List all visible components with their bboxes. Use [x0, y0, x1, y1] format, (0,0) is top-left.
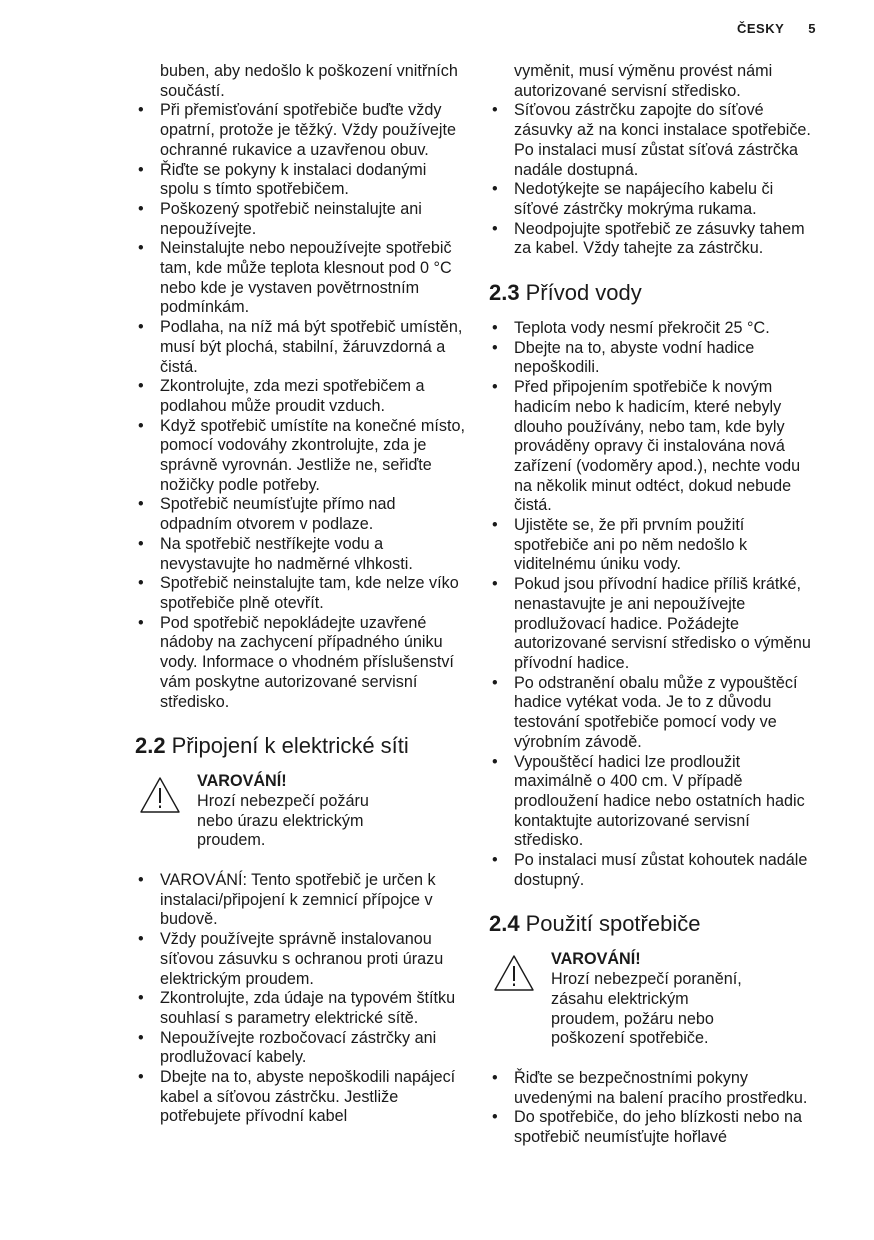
warning-box — [493, 950, 821, 1049]
list-item: • Neinstalujte nebo nepoužívejte spotřebič tam, kde může teplota klesnout pod 0 °C nebo kde je vystaven povětrnostním podmínkám. — [135, 239, 465, 318]
list-item: • Ujistěte se, že při prvním použití spotřebiče ani po něm nedošlo k viditelnému úniku vody. — [489, 516, 821, 575]
warning-text-block — [197, 772, 397, 851]
list-item: • Síťovou zástrčku zapojte do síťové zásuvky až na konci instalace spotřebiče. Po instalaci musí zůstat síťová zástrčka nadále dostupná. — [489, 101, 821, 180]
bullet-list — [135, 101, 465, 712]
list-item: • Po odstranění obalu může z vypouštěcí hadice vytékat voda. Je to z důvodu testování spotřebiče pomocí vody ve výrobním závodě. — [489, 674, 821, 753]
list-item: • Spotřebič neumísťujte přímo nad odpadním otvorem v podlaze. — [135, 495, 465, 534]
bullet-list — [489, 1069, 821, 1148]
continuation-text: vyměnit, musí výměnu provést námi autorizované servisní středisko. — [514, 62, 773, 100]
warning-triangle-icon — [139, 776, 181, 814]
section-heading-2-4 — [489, 911, 821, 937]
list-item: • Pod spotřebič nepokládejte uzavřené nádoby na zachycení případného úniku vody. Informace o vhodném příslušenství vám poskytne autorizované servisní středisko. — [135, 614, 465, 713]
section-number: 2.2 — [135, 733, 166, 759]
list-item: • Poškozený spotřebič neinstalujte ani nepoužívejte. — [135, 200, 465, 239]
warning-title: VAROVÁNÍ! — [197, 772, 287, 791]
warning-triangle-icon — [493, 954, 535, 992]
section-title: Připojení k elektrické síti — [171, 733, 409, 759]
list-item: • Vypouštěcí hadici lze prodloužit maximálně o 400 cm. V případě prodloužení hadice nebo ostatních hadic kontaktujte autorizované servisní středisko. — [489, 753, 821, 852]
warning-text: Hrozí nebezpečí poranění, zásahu elektrickým proudem, požáru nebo poškození spotřebiče. — [551, 970, 742, 1048]
list-item: • Nedotýkejte se napájecího kabelu či síťové zástrčky mokrýma rukama. — [489, 180, 821, 219]
list-item: • Do spotřebiče, do jeho blízkosti nebo na spotřebič neumísťujte hořlavé — [489, 1108, 821, 1147]
section-number: 2.3 — [489, 280, 520, 306]
list-item: • VAROVÁNÍ: Tento spotřebič je určen k instalaci/připojení k zemnicí přípojce v budově. — [135, 871, 465, 930]
list-item: • Zkontrolujte, zda údaje na typovém štítku souhlasí s parametry elektrické sítě. — [135, 989, 465, 1028]
list-item: • Vždy používejte správně instalovanou síťovou zásuvku s ochranou proti úrazu elektrickým proudem. — [135, 930, 465, 989]
list-item: • Neodpojujte spotřebič ze zásuvky tahem za kabel. Vždy tahejte za zástrčku. — [489, 220, 821, 259]
list-item: • Teplota vody nesmí překročit 25 °C. — [489, 319, 821, 339]
list-item: • Po instalaci musí zůstat kohoutek nadále dostupný. — [489, 851, 821, 890]
section-title: Použití spotřebiče — [525, 911, 701, 937]
list-item: • Dbejte na to, abyste nepoškodili napájecí kabel a síťovou zástrčku. Jestliže potřebujete přívodní kabel — [135, 1068, 465, 1127]
list-item: • Nepoužívejte rozbočovací zástrčky ani prodlužovací kabely. — [135, 1029, 465, 1068]
section-number: 2.4 — [489, 911, 520, 937]
bullet-list — [489, 101, 821, 259]
section-heading-2-3 — [489, 280, 821, 306]
list-item: • Dbejte na to, abyste vodní hadice nepoškodili. — [489, 339, 821, 378]
list-item: • Na spotřebič nestříkejte vodu a nevystavujte ho nadměrné vlhkosti. — [135, 535, 465, 574]
language-label: ČESKY — [736, 21, 785, 36]
list-item: • Před připojením spotřebiče k novým hadicím nebo k hadicím, které nebyly dlouho používány, nebo tam, kde byly prováděny opravy či instalována nová zařízení (vodoměry apod.), nechte vodu na několik minut odtéct, dokud nebude čistá. — [489, 378, 821, 516]
bullet-list — [135, 871, 465, 1127]
page-number: 5 — [808, 21, 816, 36]
list-item: • Podlaha, na níž má být spotřebič umístěn, musí být plochá, stabilní, žáruvzdorná a čistá. — [135, 318, 465, 377]
section-heading-2-2 — [135, 733, 465, 759]
list-item: • Když spotřebič umístíte na konečné místo, pomocí vodováhy zkontrolujte, zda je správně vyrovnán. Jestliže ne, seřiďte nožičky podle potřeby. — [135, 417, 465, 496]
continuation-text: buben, aby nedošlo k poškození vnitřních součástí. — [160, 62, 458, 100]
list-item: • Zkontrolujte, zda mezi spotřebičem a podlahou může proudit vzduch. — [135, 377, 465, 416]
bullet-list — [489, 319, 821, 890]
list-item: • Spotřebič neinstalujte tam, kde nelze víko spotřebiče plně otevřít. — [135, 574, 465, 613]
list-item: • Řiďte se bezpečnostními pokyny uvedenými na balení pracího prostředku. — [489, 1069, 821, 1108]
list-item: • Řiďte se pokyny k instalaci dodanými spolu s tímto spotřebičem. — [135, 161, 465, 200]
right-column — [489, 62, 821, 1148]
section-title: Přívod vody — [525, 280, 642, 306]
warning-box — [139, 772, 465, 851]
list-item: • Pokud jsou přívodní hadice příliš krátké, nenastavujte je ani nepoužívejte prodlužovací hadice. Požádejte autorizované servisní středisko o výměnu přívodní hadice. — [489, 575, 821, 674]
warning-title: VAROVÁNÍ! — [551, 950, 641, 969]
warning-text-block — [551, 950, 751, 1049]
left-column — [135, 62, 465, 1127]
list-item: • Při přemisťování spotřebiče buďte vždy opatrní, protože je těžký. Vždy používejte ochranné rukavice a uzavřenou obuv. — [135, 101, 465, 160]
page-header — [737, 21, 816, 36]
warning-text: Hrozí nebezpečí požáru nebo úrazu elektrickým proudem. — [197, 791, 369, 850]
